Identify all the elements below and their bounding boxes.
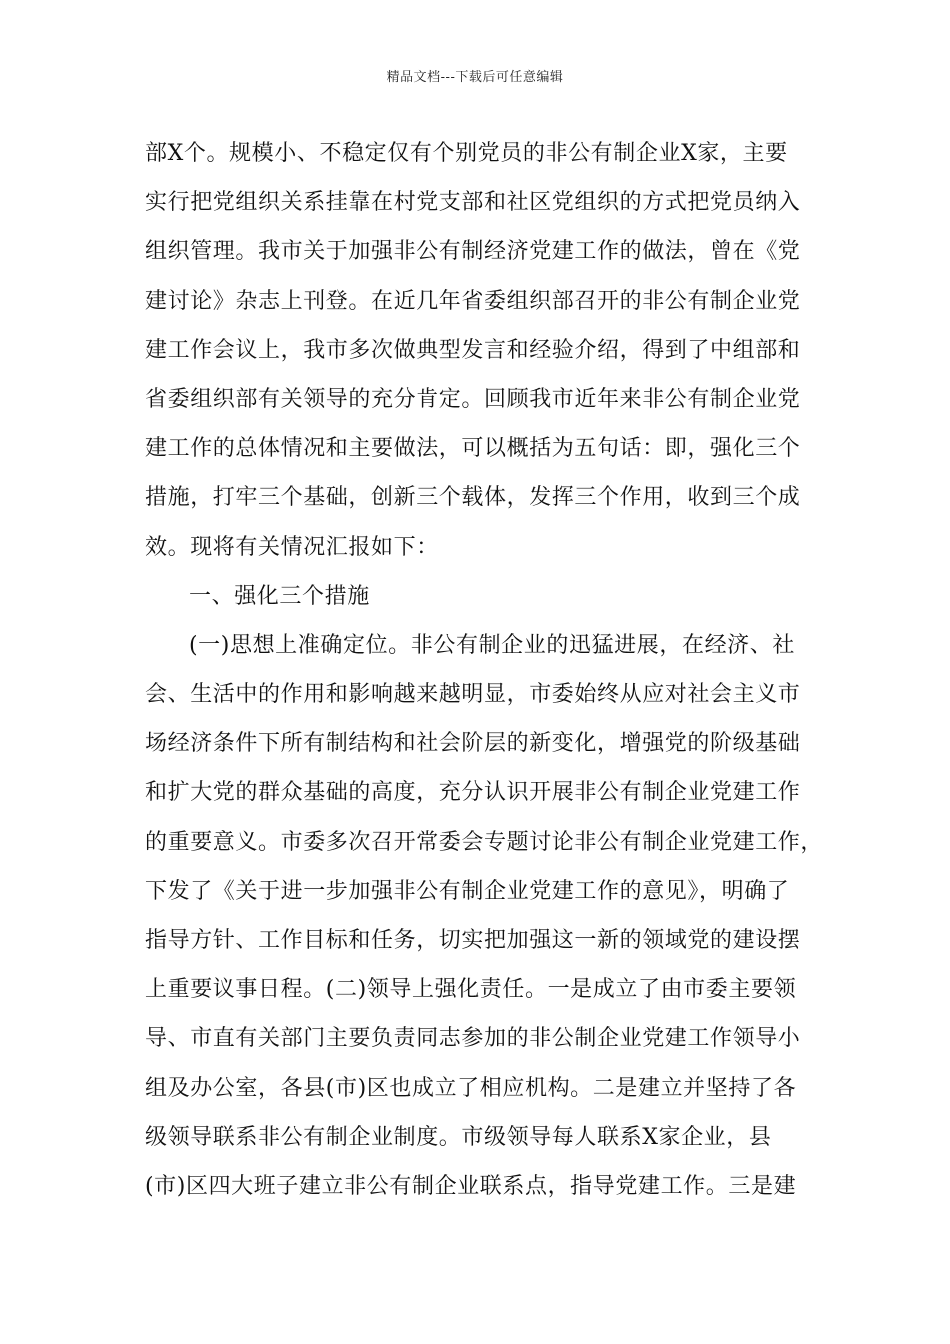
text-line: 导、市直有关部门主要负责同志参加的非公制企业党建工作领导小 <box>145 1026 801 1052</box>
text-line: 省委组织部有关领导的充分肯定。回顾我市近年来非公有制企业党 <box>145 386 801 412</box>
text-line: 场经济条件下所有制结构和社会阶层的新变化，增强党的阶级基础 <box>145 731 801 757</box>
text-line: 指导方针、工作目标和任务，切实把加强这一新的领域党的建设摆 <box>145 928 801 953</box>
text-line: 和扩大党的群众基础的高度，充分认识开展非公有制企业党建工作 <box>145 780 801 806</box>
document-body <box>145 129 824 1211</box>
text-line: 建工作的总体情况和主要做法，可以概括为五句话：即，强化三个 <box>145 436 801 462</box>
text-line: 部X个。规模小、不稳定仅有个别党员的非公有制企业X家，主要 <box>145 141 788 166</box>
text-line: 组织管理。我市关于加强非公有制经济党建工作的做法，曾在《党 <box>145 239 801 265</box>
section-heading: 一、强化三个措施 <box>189 583 370 609</box>
text-line: 组及办公室，各县(市)区也成立了相应机构。二是建立并坚持了各 <box>145 1075 797 1101</box>
text-line: (一)思想上准确定位。非公有制企业的迅猛进展，在经济、社 <box>189 632 795 658</box>
text-line: 上重要议事日程。(二)领导上强化责任。一是成立了由市委主要领 <box>145 977 797 1003</box>
text-line: 建讨论》杂志上刊登。在近几年省委组织部召开的非公有制企业党 <box>145 288 801 314</box>
text-line: 实行把党组织关系挂靠在村党支部和社区党组织的方式把党员纳入 <box>145 190 801 216</box>
text-line: 措施，打牢三个基础，创新三个载体，发挥三个作用，收到三个成 <box>145 485 801 511</box>
text-line: 下发了《关于进一步加强非公有制企业党建工作的意见》，明确了 <box>145 878 790 904</box>
text-line: 效。现将有关情况汇报如下： <box>145 534 439 560</box>
page-header-note: 精品文档---下载后可任意编辑 <box>386 70 564 85</box>
text-line: 会、生活中的作用和影响越来越明显，市委始终从应对社会主义市 <box>145 682 801 708</box>
text-line: 级领导联系非公有制企业制度。市级领导每人联系X家企业，县 <box>145 1124 772 1150</box>
text-line: 的重要意义。市委多次召开常委会专题讨论非公有制企业党建工作， <box>145 829 824 855</box>
text-line: (市)区四大班子建立非公有制企业联系点，指导党建工作。三是建 <box>145 1173 797 1199</box>
text-line: 建工作会议上，我市多次做典型发言和经验介绍，得到了中组部和 <box>145 337 801 363</box>
